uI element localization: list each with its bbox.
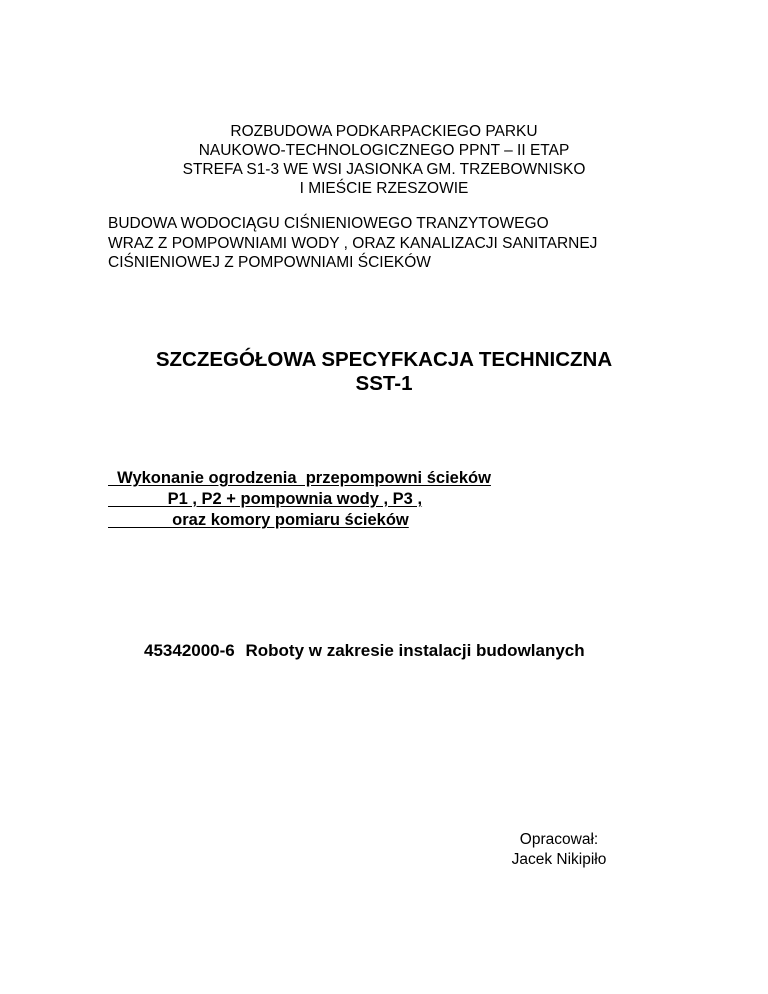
- project-scope-line: WRAZ Z POMPOWNIAMI WODY , ORAZ KANALIZACJI SANITARNEJ: [108, 234, 598, 252]
- project-header-line: STREFA S1-3 WE WSI JASIONKA GM. TRZEBOWNISKO: [182, 161, 586, 178]
- project-header-line: I MIEŚCIE RZESZOWIE: [299, 180, 469, 197]
- cpv-classification: [144, 640, 585, 662]
- project-header-line: NAUKOWO-TECHNOLOGICZNEGO PPNT – II ETAP: [198, 142, 570, 159]
- project-scope-line: CIŚNIENIOWEJ Z POMPOWNIAMI ŚCIEKÓW: [108, 254, 431, 271]
- work-subject: [108, 468, 491, 531]
- project-scope: [108, 214, 748, 273]
- project-header: [0, 122, 768, 198]
- work-subject-line: Wykonanie ogrodzenia przepompowni ścieków: [108, 469, 491, 487]
- cpv-description: Roboty w zakresie instalacji budowlanych: [245, 641, 585, 660]
- author-block: [484, 830, 634, 870]
- author-name: Jacek Nikipiło: [511, 851, 607, 868]
- work-subject-line: oraz komory pomiaru ścieków: [108, 511, 409, 529]
- document-title-code: SST-1: [355, 372, 413, 395]
- project-header-line: ROZBUDOWA PODKARPACKIEGO PARKU: [230, 123, 538, 140]
- author-label: Opracował:: [519, 831, 599, 848]
- document-title: [0, 348, 768, 396]
- project-scope-line: BUDOWA WODOCIĄGU CIŚNIENIOWEGO TRANZYTOWEGO: [108, 215, 549, 232]
- document-title-main: SZCZEGÓŁOWA SPECYFKACJA TECHNICZNA: [155, 348, 613, 371]
- cpv-code: 45342000-6: [144, 641, 235, 660]
- work-subject-line: P1 , P2 + pompownia wody , P3 ,: [108, 490, 423, 508]
